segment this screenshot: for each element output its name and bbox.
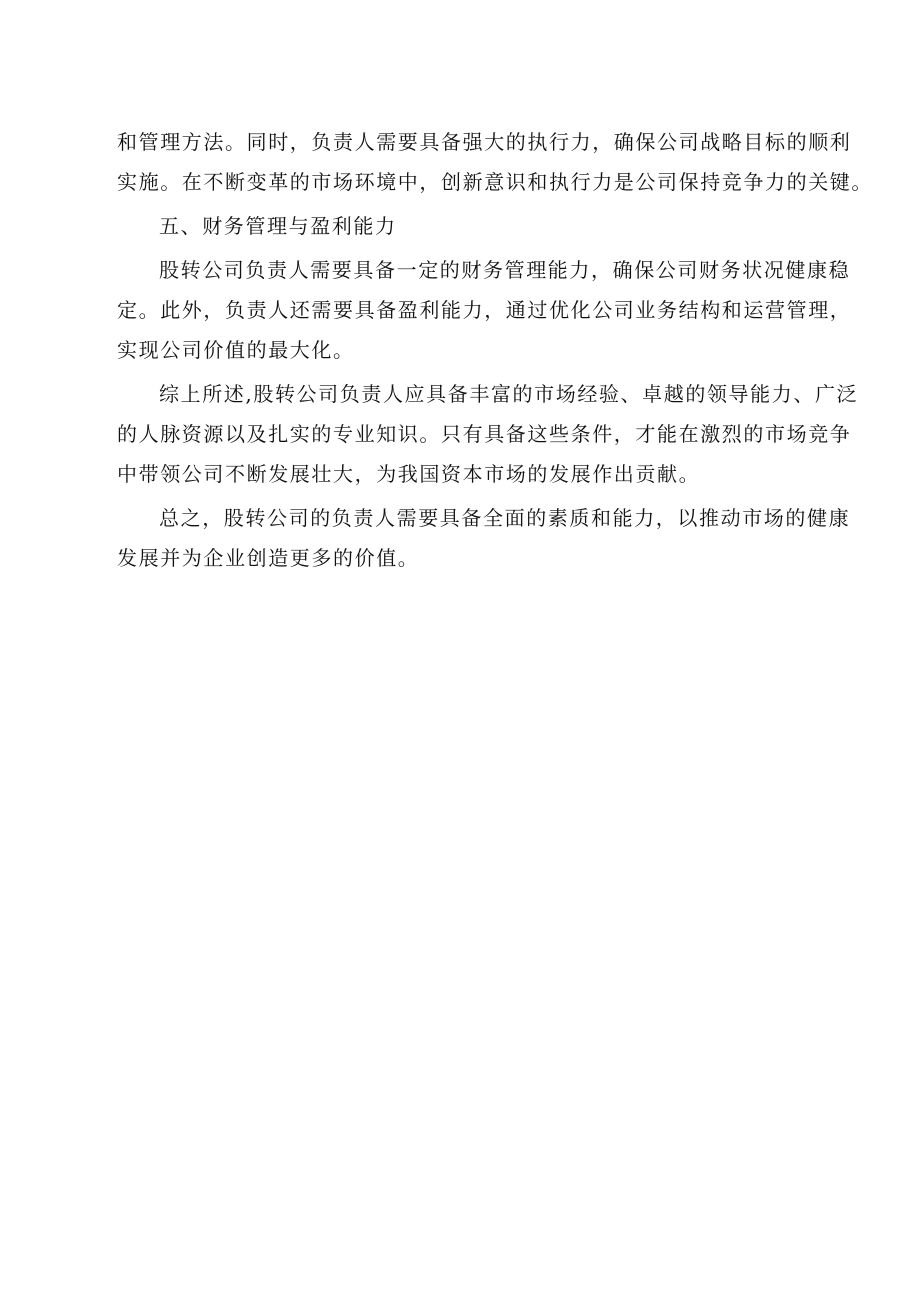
paragraph-conclusion — [117, 498, 851, 578]
paragraph-management-methods — [117, 122, 873, 202]
paragraph-line: 综上所述,股转公司负责人应具备丰富的市场经验、卓越的领导能力、广泛 — [159, 382, 859, 406]
paragraph-line: 股转公司负责人需要具备一定的财务管理能力，确保公司财务状况健康稳 — [159, 258, 851, 282]
paragraph-finance — [117, 250, 852, 370]
paragraph-line: 和管理方法。同时，负责人需要具备强大的执行力，确保公司战略目标的顺利 — [117, 130, 852, 154]
paragraph-summary — [117, 374, 859, 494]
paragraph-line: 总之，股转公司的负责人需要具备全面的素质和能力，以推动市场的健康 — [159, 506, 851, 530]
paragraph-line: 实施。在不断变革的市场环境中，创新意识和执行力是公司保持竞争力的关键。 — [117, 170, 873, 194]
section-heading: 五、财务管理与盈利能力 — [159, 214, 397, 238]
paragraph-line: 实现公司价值的最大化。 — [117, 338, 355, 362]
paragraph-line: 的人脉资源以及扎实的专业知识。只有具备这些条件，才能在激烈的市场竞争 — [117, 422, 852, 446]
document-body — [117, 122, 873, 578]
paragraph-line: 定。此外，负责人还需要具备盈利能力，通过优化公司业务结构和运营管理， — [117, 298, 852, 322]
paragraph-line: 中带领公司不断发展壮大，为我国资本市场的发展作出贡献。 — [117, 462, 701, 486]
section-heading-finance — [117, 206, 807, 246]
paragraph-line: 发展并为企业创造更多的价值。 — [117, 546, 420, 570]
